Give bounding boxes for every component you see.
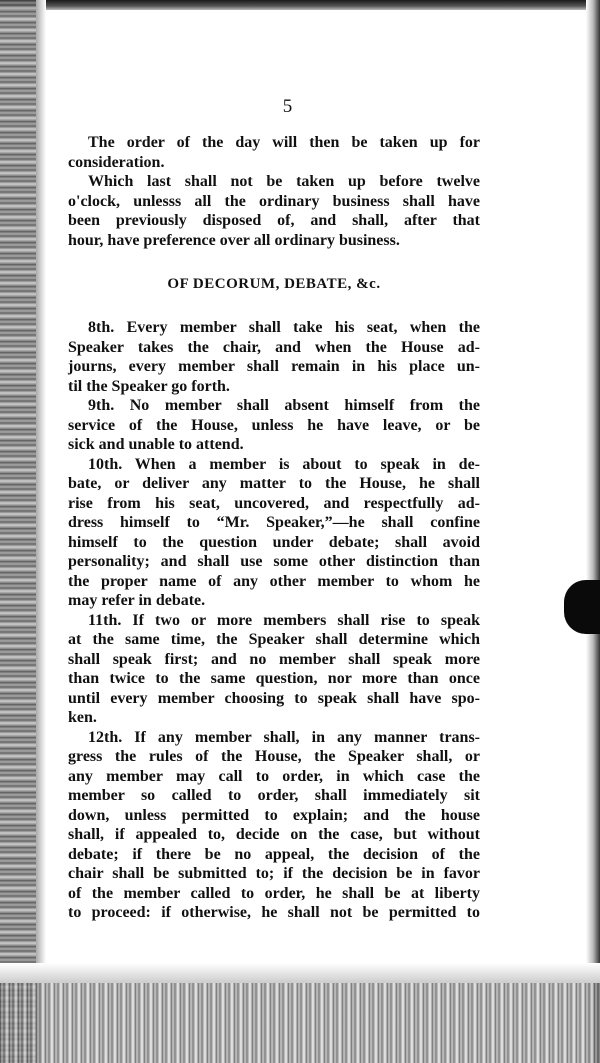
paragraph [68,611,480,728]
text-line: hour, have preference over all ordinary business. [68,231,400,249]
text-line: consideration. [68,153,165,171]
text-line: 9th. No member shall absent himself from the [88,397,480,414]
paragraph [68,396,480,455]
text-line: to proceed: if otherwise, he shall not be permitted to [68,904,480,921]
scan-edge-left [0,0,36,1063]
scan-edge-right [586,0,600,1063]
scan-bottom-fade [0,963,600,983]
text-line: debate; if there be no appeal, the decision of the [68,845,480,863]
text-line: been previously disposed of, and shall, after that [68,212,480,229]
text-line: service of the House, unless he have leave, or be [68,416,480,434]
paragraph [68,172,480,250]
text-line: 12th. If any member shall, in any manner trans- [88,728,480,746]
text-line: bate, or deliver any matter to the House, he shall [68,475,480,492]
text-line: Speaker takes the chair, and when the House ad- [68,338,480,356]
text-line: down, unless permitted to explain; and the house [68,806,480,824]
paragraph [68,318,480,396]
text-line: 11th. If two or more members shall rise to speak [88,611,480,629]
scan-gutter-shadow [36,0,46,1063]
text-line: may refer in debate. [68,592,206,609]
paragraph [68,728,480,923]
text-line: member so called to order, shall immediately sit [68,787,480,804]
text-line: til the Speaker go forth. [68,377,230,395]
scan-edge-top [0,0,600,10]
text-line: Which last shall not be taken up before twelve [88,173,480,190]
text-line: at the same time, the Speaker shall determine which [68,631,480,648]
text-line: of the member called to order, he shall be at liberty [68,884,480,902]
text-line: personality; and shall use some other distinction than [68,553,480,570]
text-line: 8th. Every member shall take his seat, when the [88,319,480,336]
text-line: o'clock, unlesss all the ordinary business shall have [68,192,480,210]
section-heading: OF DECORUM, DEBATE, &c. [167,276,381,292]
paragraph [68,133,480,172]
text-line: any member may call to order, in which case the [68,767,480,785]
text-line: until every member choosing to speak shall have spo- [68,689,480,707]
text-line: himself to the question under debate; shall avoid [68,533,480,551]
text-line: the proper name of any other member to whom he [68,572,480,590]
text-line: rise from his seat, uncovered, and respectfully ad- [68,494,480,512]
text-line: ken. [68,709,97,726]
page-number: 5 [282,96,293,117]
text-line: gress the rules of the House, the Speaker shall, or [68,748,480,765]
text-line: journs, every member shall remain in his place un- [68,358,480,375]
text-line: sick and unable to attend. [68,436,244,453]
paragraph [68,455,480,611]
text-line: chair shall be submitted to; if the decision be in favor [68,865,480,882]
binding-clip-mark [564,580,600,634]
text-line: 10th. When a member is about to speak in de- [88,455,480,473]
scan-edge-bottom [0,983,600,1063]
spacer [68,300,480,318]
page-body-text [68,133,480,923]
text-line: The order of the day will then be taken up for [88,134,480,151]
text-line: shall speak first; and no member shall speak more [68,650,480,668]
text-line: shall, if appealed to, decide on the case, but without [68,826,480,843]
spacer [68,250,480,268]
text-line: than twice to the same question, nor more than once [68,670,480,687]
text-line: dress himself to “Mr. Speaker,”—he shall confine [68,514,480,531]
